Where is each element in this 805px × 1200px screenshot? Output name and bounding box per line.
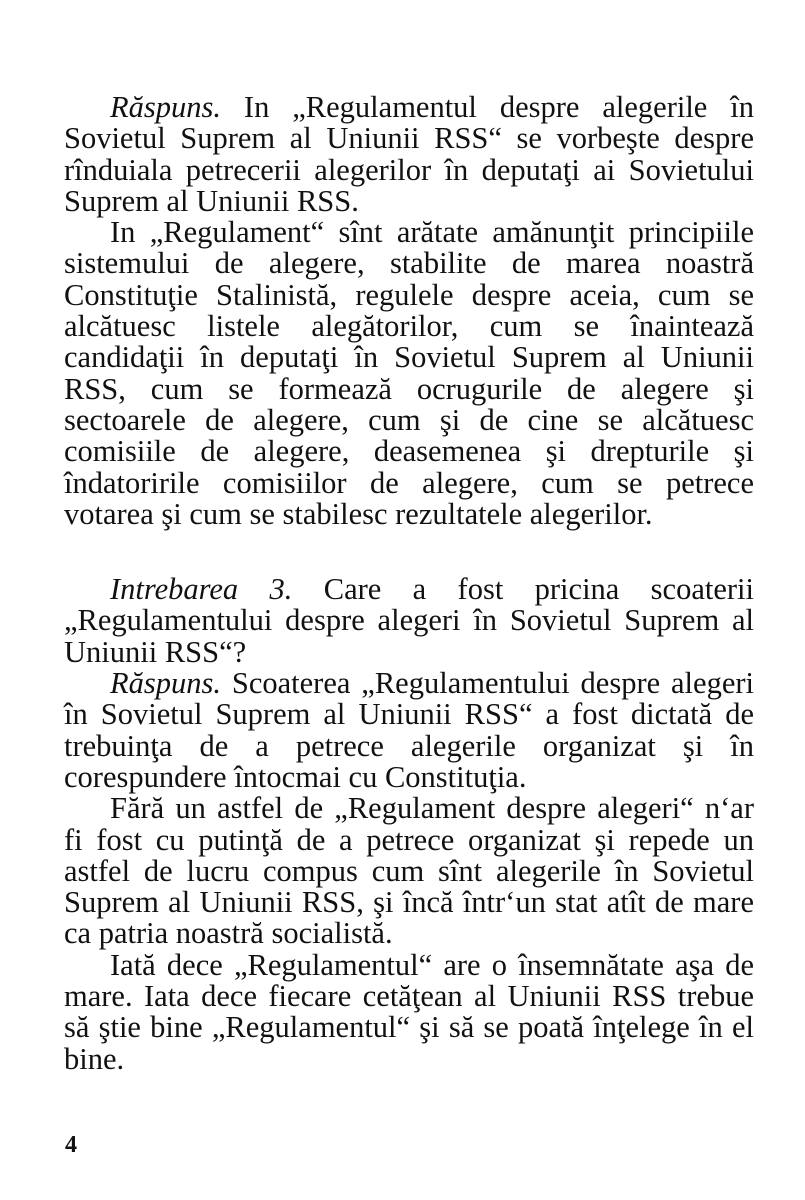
answer-3-paragraph-2: Fără un astfel de „Regulament despre alegeri“ n‘ar fi fost cu putinţă de a petrece organizat şi repede un astfel de lucru compus cum sînt alegerile în Sovietul Suprem al Uniunii RSS, şi încă într‘un stat atît de mare ca patria noastră socialistă. [64, 791, 754, 951]
page-body [64, 92, 754, 1075]
question-3-paragraph [64, 574, 754, 668]
question-3-text: Care a fost pricina scoaterii „Regulamentului despre alegeri în Sovietul Suprem al Uniunii RSS“? [64, 572, 754, 669]
answer-2-label: Răspuns. [110, 90, 221, 124]
answer-2-paragraph-1-text: In „Regulamentul despre alegerile în Sovietul Suprem al Uniunii RSS“ se vorbeşte despre rînduiala petrecerii alegerilor în deputaţi ai Sovietului Suprem al Uniunii RSS. [64, 90, 754, 218]
question-3-label: Intrebarea 3. [110, 572, 293, 607]
answer-2-paragraph-1 [64, 92, 754, 217]
answer-2-paragraph-2: In „Regulament“ sînt arătate amănunţit principiile sistemului de alegere, stabilite de marea noastră Constituţie Stalinistă, regulele despre aceia, cum se alcătuesc listele alegătorilor, cum se înaintează candidaţii în deputaţi în Sovietul Suprem al Uniunii RSS, cum se formează ocrugurile de alegere şi sectoarele de alegere, cum şi de cine se alcătuesc comisiile de alegere, deasemenea şi drepturile şi îndatoririle comisiilor de alegere, cum se petrece votarea şi cum se stabilesc rezultatele alegerilor. [64, 215, 754, 531]
page-number: 4 [65, 1132, 77, 1158]
answer-3-label: Răspuns. [110, 666, 221, 701]
section-gap [64, 530, 754, 574]
answer-3-paragraph-1-text: Scoaterea „Regulamentului despre alegeri în Sovietul Suprem al Uniunii RSS“ a fost dictată de trebuinţa de a petrece alegerile organizat şi în corespundere întocmai cu Constituţia. [64, 666, 754, 794]
answer-3-paragraph-1 [64, 668, 754, 793]
answer-3-paragraph-3: Iată dece „Regulamentul“ are o însemnătate aşa de mare. Iata dece fiecare cetăţean al Uniunii RSS trebue să ştie bine „Regulamentul“ şi să se poată înţelege în el bine. [64, 947, 754, 1076]
